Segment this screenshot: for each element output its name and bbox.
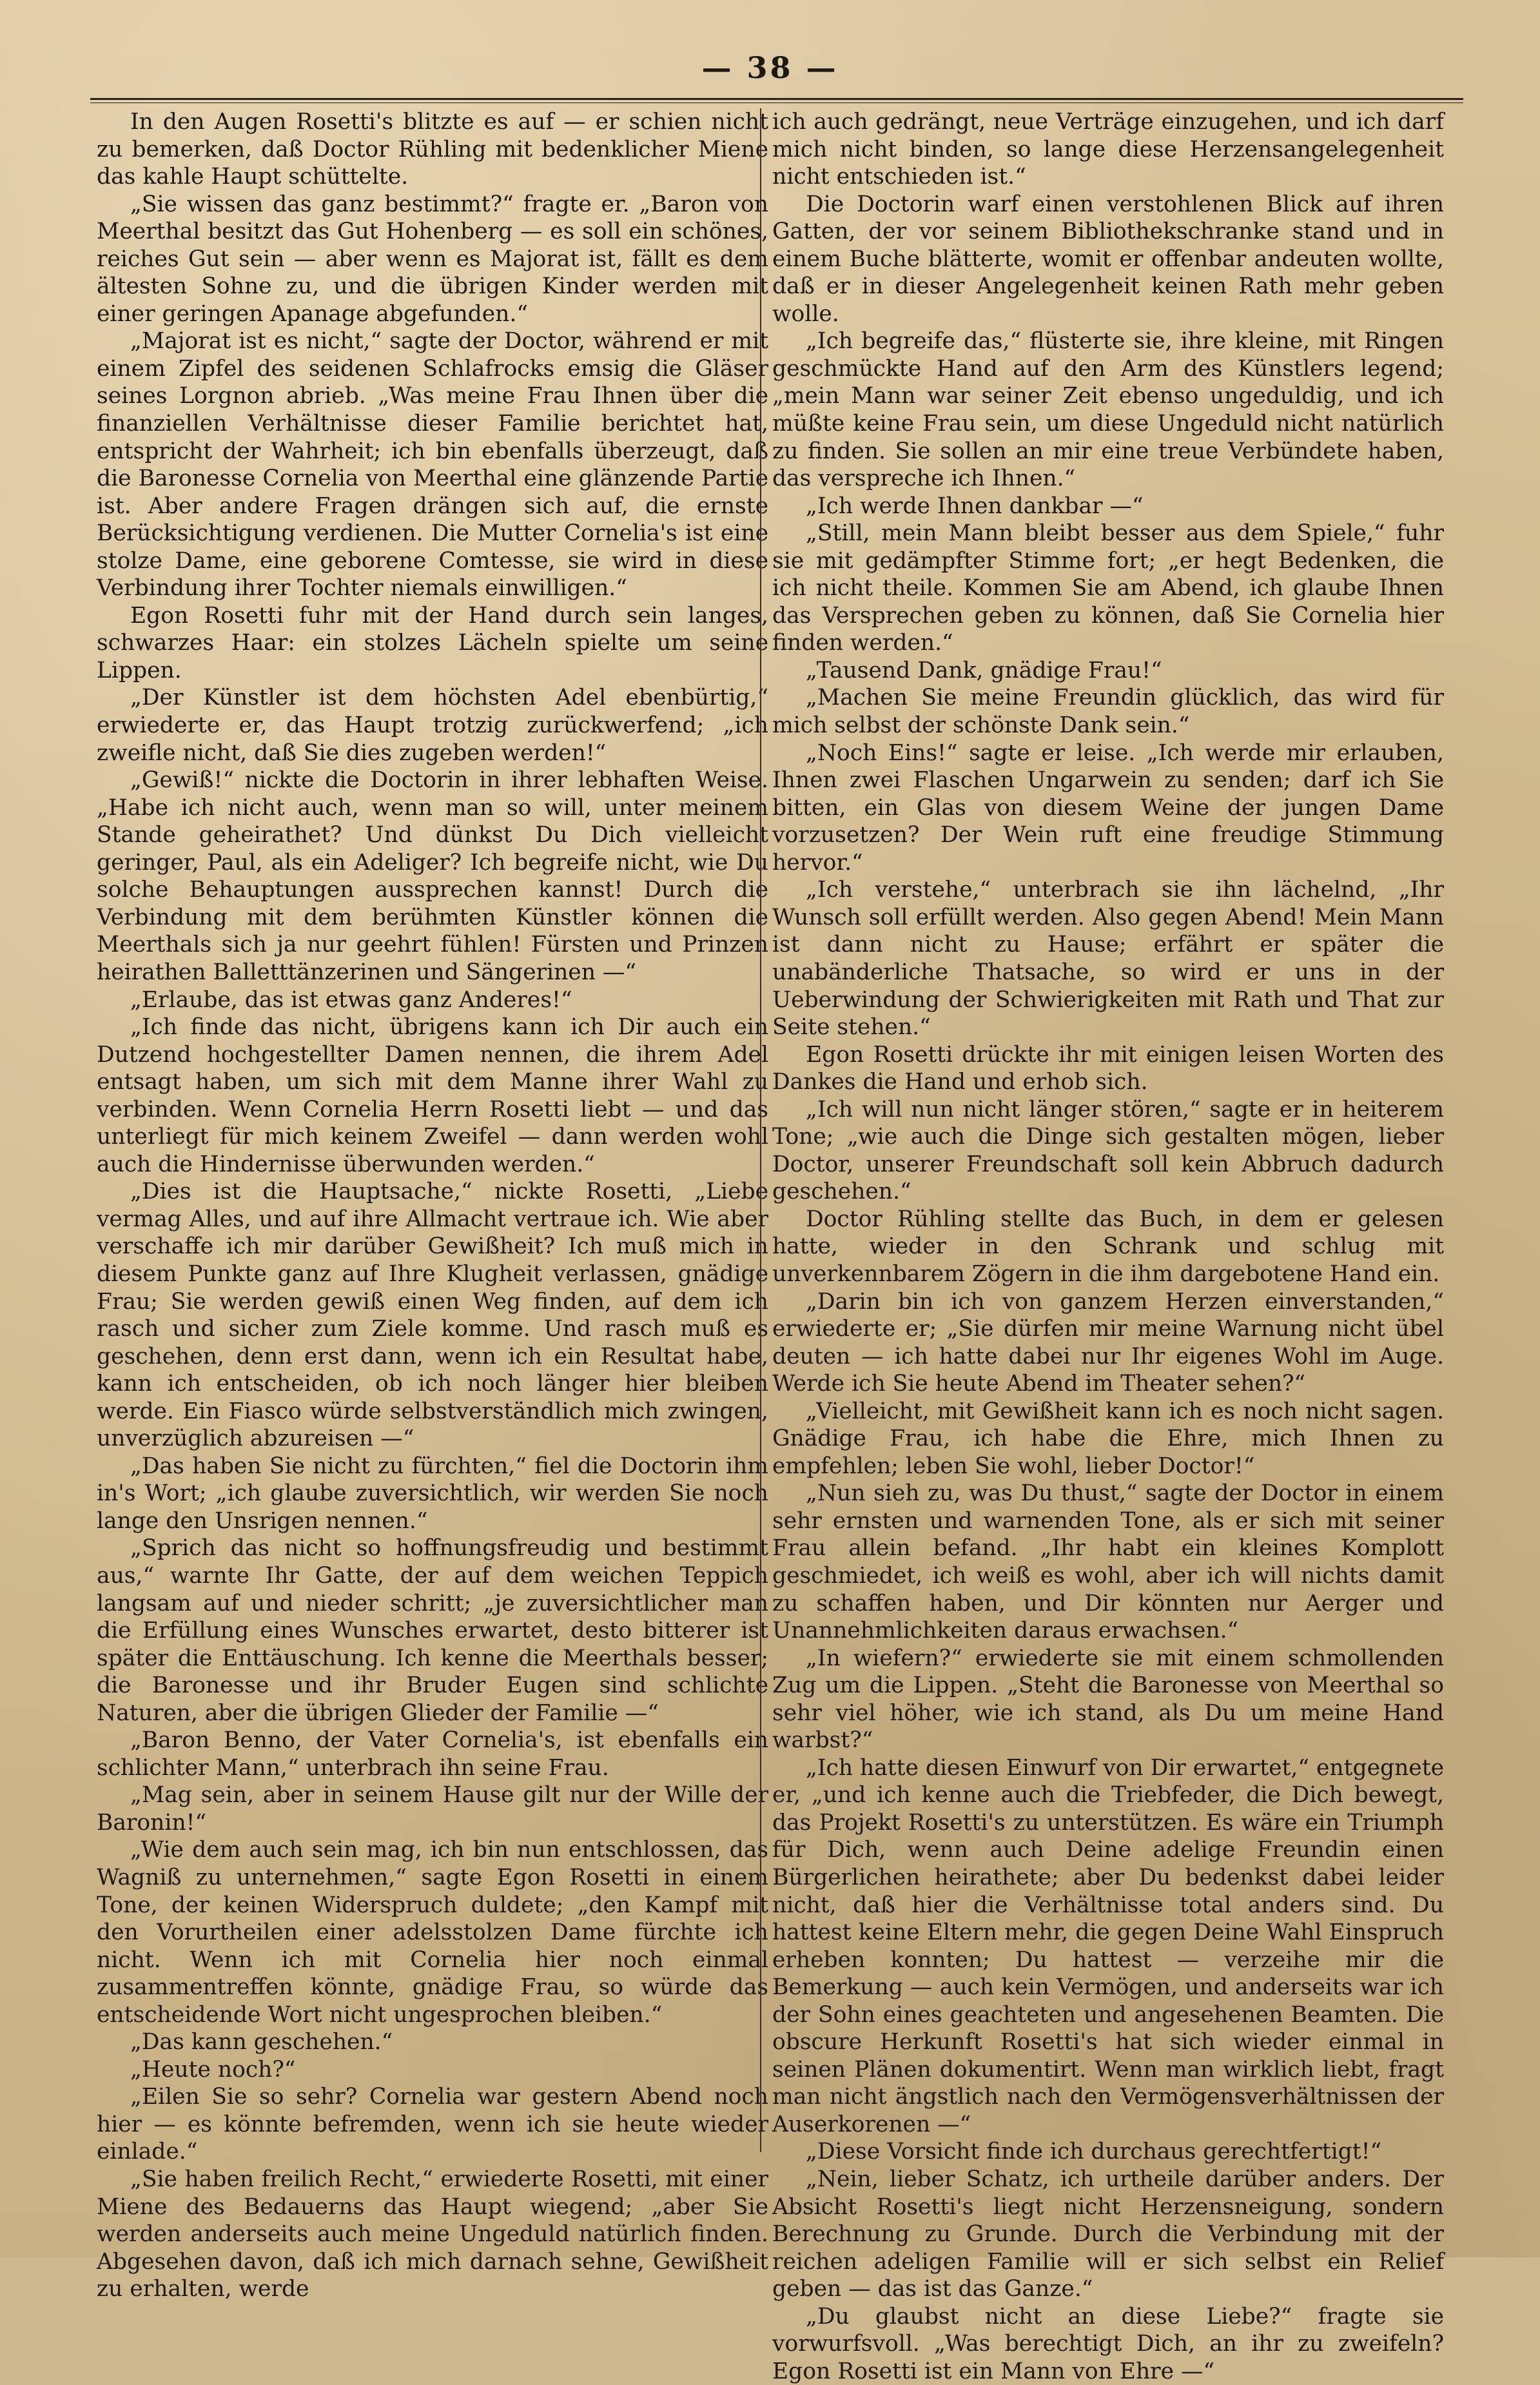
- paragraph: „Ich verstehe,“ unterbrach sie ihn lächelnd, „Ihr Wunsch soll erfüllt werden. Also gegen Abend! Mein Mann ist dann nicht zu Hause; erfährt er später die unabänderliche Thatsache, so wird er uns in der Ueberwindung der Schwierigkeiten mit Rath und That zur Seite stehen.“: [772, 877, 1444, 1041]
- paragraph: „Ich begreife das,“ flüsterte sie, ihre kleine, mit Ringen geschmückte Hand auf den Arm des Künstlers legend; „mein Mann war seiner Zeit ebenso ungeduldig, und ich müßte keine Frau sein, um diese Ungeduld nicht natürlich zu finden. Sie sollen an mir eine treue Verbündete haben, das verspreche ich Ihnen.“: [772, 328, 1444, 492]
- paragraph: „Baron Benno, der Vater Cornelia's, ist ebenfalls ein schlichter Mann,“ unterbrach ihn seine Frau.: [97, 1727, 768, 1781]
- left-column: [97, 108, 768, 2302]
- paragraph: „Sie haben freilich Recht,“ erwiederte Rosetti, mit einer Miene des Bedauerns das Haupt wiegend; „aber Sie werden anderseits auch meine Ungeduld natürlich finden. Abgesehen davon, daß ich mich darnach sehne, Gewißheit zu erhalten, werde: [97, 2166, 768, 2302]
- paragraph: „Sie wissen das ganz bestimmt?“ fragte er. „Baron von Meerthal besitzt das Gut Hohenberg — es soll ein schönes, reiches Gut sein — aber wenn es Majorat ist, fällt es dem ältesten Sohne zu, und die übrigen Kinder werden mit einer geringen Apanage abgefunden.“: [97, 191, 768, 327]
- paragraph: „Du glaubst nicht an diese Liebe?“ fragte sie vorwurfsvoll. „Was berechtigt Dich, an ihr zu zweifeln? Egon Rosetti ist ein Mann von Ehre —“: [772, 2303, 1444, 2384]
- paragraph: Egon Rosetti drückte ihr mit einigen leisen Worten des Dankes die Hand und erhob sich.: [772, 1041, 1444, 1095]
- paragraph: „Still, mein Mann bleibt besser aus dem Spiele,“ fuhr sie mit gedämpfter Stimme fort; „er hegt Bedenken, die ich nicht theile. Kommen Sie am Abend, ich glaube Ihnen das Versprechen geben zu können, daß Sie Cornelia hier finden werden.“: [772, 520, 1444, 656]
- paragraph: „Das haben Sie nicht zu fürchten,“ fiel die Doctorin ihm in's Wort; „ich glaube zuversichtlich, wir werden Sie noch lange den Unsrigen nennen.“: [97, 1453, 768, 1534]
- paragraph: „Machen Sie meine Freundin glücklich, das wird für mich selbst der schönste Dank sein.“: [772, 685, 1444, 739]
- paragraph: „Erlaube, das ist etwas ganz Anderes!“: [130, 986, 572, 1013]
- paragraph: „Nein, lieber Schatz, ich urtheile darüber anders. Der Absicht Rosetti's liegt nicht Herzensneigung, sondern Berechnung zu Grunde. Durch die Verbindung mit der reichen adeligen Familie will er sich selbst ein Relief geben — das ist das Ganze.“: [772, 2166, 1444, 2302]
- paragraph: „Ich finde das nicht, übrigens kann ich Dir auch ein Dutzend hochgestellter Damen nennen, die ihrem Adel entsagt haben, um sich mit dem Manne ihrer Wahl zu verbinden. Wenn Cornelia Herrn Rosetti liebt — und das unterliegt für mich keinem Zweifel — dann werden wohl auch die Hindernisse überwunden werden.“: [97, 1014, 768, 1177]
- paragraph: „Heute noch?“: [130, 2056, 296, 2083]
- paragraph: „Sprich das nicht so hoffnungsfreudig und bestimmt aus,“ warnte Ihr Gatte, der auf dem weichen Teppich langsam auf und nieder schritt; „je zuversichtlicher man die Erfüllung eines Wunsches erwartet, desto bitterer ist später die Enttäuschung. Ich kenne die Meerthals besser; die Baronesse und ihr Bruder Eugen sind schlichte Naturen, aber die übrigen Glieder der Familie —“: [97, 1535, 768, 1726]
- column-divider: [760, 108, 761, 2152]
- paragraph: „Dies ist die Hauptsache,“ nickte Rosetti, „Liebe vermag Alles, und auf ihre Allmacht vertraue ich. Wie aber verschaffe ich mir darüber Gewißheit? Ich muß mich in diesem Punkte ganz auf Ihre Klugheit verlassen, gnädige Frau; Sie werden gewiß einen Weg finden, auf dem ich rasch und sicher zum Ziele komme. Und rasch muß es geschehen, denn erst dann, wenn ich ein Resultat habe, kann ich entscheiden, ob ich noch länger hier bleiben werde. Ein Fiasco würde selbstverständlich mich zwingen, unverzüglich abzureisen —“: [97, 1179, 768, 1452]
- paragraph: Die Doctorin warf einen verstohlenen Blick auf ihren Gatten, der vor seinem Bibliothekschranke stand und in einem Buche blätterte, womit er offenbar andeuten wollte, daß er in dieser Angelegenheit keinen Rath mehr geben wolle.: [772, 191, 1444, 327]
- paragraph: „Diese Vorsicht finde ich durchaus gerechtfertigt!“: [806, 2139, 1382, 2165]
- paragraph: „Das kann geschehen.“: [130, 2029, 393, 2056]
- paragraph: „In wiefern?“ erwiederte sie mit einem schmollenden Zug um die Lippen. „Steht die Baronesse von Meerthal so sehr viel höher, wie ich stand, als Du um meine Hand warbst?“: [772, 1645, 1444, 1754]
- paragraph: „Noch Eins!“ sagte er leise. „Ich werde mir erlauben, Ihnen zwei Flaschen Ungarwein zu senden; darf ich Sie bitten, ein Glas von diesem Weine der jungen Dame vorzusetzen? Der Wein ruft eine freudige Stimmung hervor.“: [772, 740, 1444, 876]
- right-column: [772, 108, 1444, 2384]
- paragraph: „Majorat ist es nicht,“ sagte der Doctor, während er mit einem Zipfel des seidenen Schlafrocks emsig die Gläser seines Lorgnon abrieb. „Was meine Frau Ihnen über die finanziellen Verhältnisse dieser Familie berichtet hat, entspricht der Wahrheit; ich bin ebenfalls überzeugt, daß die Baronesse Cornelia von Meerthal eine glänzende Partie ist. Aber andere Fragen drängen sich auf, die ernste Berücksichtigung verdienen. Die Mutter Cornelia's ist eine stolze Dame, eine geborene Comtesse, sie wird in diese Verbindung ihrer Tochter niemals einwilligen.“: [97, 328, 768, 602]
- paragraph: „Ich werde Ihnen dankbar —“: [806, 493, 1144, 519]
- paragraph: „Wie dem auch sein mag, ich bin nun entschlossen, das Wagniß zu unternehmen,“ sagte Egon Rosetti in einem Tone, der keinen Widerspruch duldete; „den Kampf mit den Vorurtheilen einer adelsstolzen Dame fürchte ich nicht. Wenn ich mit Cornelia hier noch einmal zusammentreffen könnte, gnädige Frau, so würde das entscheidende Wort nicht ungesprochen bleiben.“: [97, 1837, 768, 2028]
- paragraph: „Der Künstler ist dem höchsten Adel ebenbürtig,“ erwiederte er, das Haupt trotzig zurückwerfend; „ich zweifle nicht, daß Sie dies zugeben werden!“: [97, 685, 768, 766]
- paragraph: „Nun sieh zu, was Du thust,“ sagte der Doctor in einem sehr ernsten und warnenden Tone, als er sich mit seiner Frau allein befand. „Ihr habt ein kleines Komplott geschmiedet, ich weiß es wohl, aber ich will nichts damit zu schaffen haben, und Dir könnten nur Aerger und Unannehmlichkeiten daraus erwachsen.“: [772, 1480, 1444, 1644]
- page-number: — 38 —: [701, 50, 839, 85]
- paragraph: „Tausend Dank, gnädige Frau!“: [806, 657, 1162, 683]
- paragraph: „Mag sein, aber in seinem Hause gilt nur der Wille der Baronin!“: [97, 1782, 768, 1836]
- paragraph: Egon Rosetti fuhr mit der Hand durch sein langes, schwarzes Haar: ein stolzes Lächeln spielte um seine Lippen.: [97, 602, 768, 683]
- paragraph: In den Augen Rosetti's blitzte es auf — er schien nicht zu bemerken, daß Doctor Rühling mit bedenklicher Miene das kahle Haupt schüttelte.: [97, 109, 768, 190]
- paragraph: „Darin bin ich von ganzem Herzen einverstanden,“ erwiederte er; „Sie dürfen mir meine Warnung nicht übel deuten — ich hatte dabei nur Ihr eigenes Wohl im Auge. Werde ich Sie heute Abend im Theater sehen?“: [772, 1288, 1444, 1397]
- paragraph: Doctor Rühling stellte das Buch, in dem er gelesen hatte, wieder in den Schrank und schlug mit unverkennbarem Zögern in die ihm dargebotene Hand ein.: [772, 1206, 1444, 1287]
- paragraph: „Ich hatte diesen Einwurf von Dir erwartet,“ entgegnete er, „und ich kenne auch die Triebfeder, die Dich bewegt, das Projekt Rosetti's zu unterstützen. Es wäre ein Triumph für Dich, wenn auch Deine adelige Freundin einen Bürgerlichen heirathete; aber Du bedenkst dabei leider nicht, daß hier die Verhältnisse total anders sind. Du hattest keine Eltern mehr, die gegen Deine Wahl Einspruch erheben konnten; Du hattest — verzeihe mir die Bemerkung — auch kein Vermögen, und anderseits war ich der Sohn eines geachteten und angesehenen Beamten. Die obscure Herkunft Rosetti's hat sich wieder einmal in seinen Plänen dokumentirt. Wenn man wirklich liebt, fragt man nicht ängstlich nach den Vermögensverhältnissen der Auserkorenen —“: [772, 1754, 1444, 2137]
- paragraph: „Eilen Sie so sehr? Cornelia war gestern Abend noch hier — es könnte befremden, wenn ich sie heute wieder einlade.“: [97, 2084, 768, 2165]
- paragraph: „Gewiß!“ nickte die Doctorin in ihrer lebhaften Weise. „Habe ich nicht auch, wenn man so will, unter meinem Stande geheirathet? Und dünkst Du Dich vielleicht geringer, Paul, als ein Adeliger? Ich begreife nicht, wie Du solche Behauptungen aussprechen kannst! Durch die Verbindung mit dem berühmten Künstler können die Meerthals sich ja nur geehrt fühlen! Fürsten und Prinzen heirathen Balletttänzerinen und Sängerinen —“: [97, 767, 768, 985]
- paragraph: „Ich will nun nicht länger stören,“ sagte er in heiterem Tone; „wie auch die Dinge sich gestalten mögen, lieber Doctor, unserer Freundschaft soll kein Abbruch dadurch geschehen.“: [772, 1096, 1444, 1205]
- header-rule: [90, 98, 1463, 100]
- paragraph: „Vielleicht, mit Gewißheit kann ich es noch nicht sagen. Gnädige Frau, ich habe die Ehre, mich Ihnen zu empfehlen; leben Sie wohl, lieber Doctor!“: [772, 1398, 1444, 1479]
- paragraph: ich auch gedrängt, neue Verträge einzugehen, und ich darf mich nicht binden, so lange diese Herzensangelegenheit nicht entschieden ist.“: [772, 109, 1444, 190]
